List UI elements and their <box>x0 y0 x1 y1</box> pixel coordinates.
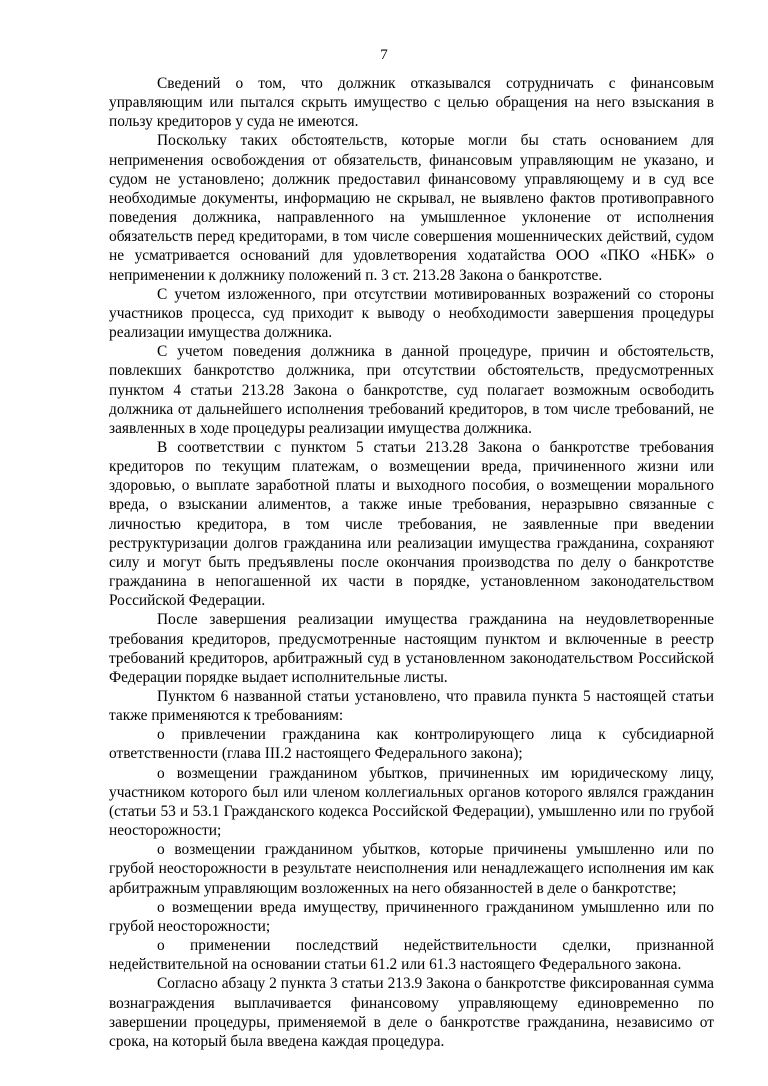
paragraph: Сведений о том, что должник отказывался сотрудничать с финансовым управляющим или пытался скрыть имущество с целью обращения на него взыскания в пользу кредиторов у суда не имеются. <box>109 75 714 131</box>
list-item: о возмещении гражданином убытков, которые причинены умышленно или по грубой неосторожности в результате неисполнения или ненадлежащего исполнения им как арбитражным управляющим возложенных на него обязанностей в деле о банкротстве; <box>109 841 714 897</box>
paragraph: В соответствии с пунктом 5 статьи 213.28 Закона о банкротстве требования кредиторов по текущим платежам, о возмещении вреда, причиненного жизни или здоровью, о выплате заработной платы и выходного пособия, о возмещении морального вреда, о взыскании алиментов, а также иные требования, неразрывно связанные с личностью кредитора, в том числе требования, не заявленные при введении реструктуризации долгов гражданина или реализации имущества гражданина, сохраняют силу и могут быть предъявлены после окончания производства по делу о банкротстве гражданина в непогашенной их части в порядке, установленном законодательством Российской Федерации. <box>109 438 714 610</box>
paragraph: С учетом изложенного, при отсутствии мотивированных возражений со стороны участников процесса, суд приходит к выводу о необходимости завершения процедуры реализации имущества должника. <box>109 285 714 342</box>
document-body <box>109 74 714 1051</box>
paragraph: С учетом поведения должника в данной процедуре, причин и обстоятельств, повлекших банкротство должника, при отсутствии обстоятельств, предусмотренных пунктом 4 статьи 213.28 Закона о банкротстве, суд полагает возможным освободить должника от дальнейшего исполнения требований кредиторов, в том числе требований, не заявленных в ходе процедуры реализации имущества должника. <box>109 343 714 437</box>
paragraph: Поскольку таких обстоятельств, которые могли бы стать основанием для неприменения освобождения от обязательств, финансовым управляющим не указано, и судом не установлено; должник предоставил финансовому управляющему и в суд все необходимые документы, информацию не скрывал, не выявлено фактов противоправного поведения должника, направленного на умышленное уклонение от исполнения обязательств перед кредиторами, в том числе совершения мошеннических действий, судом не усматривается оснований для удовлетворения ходатайства ООО «ПКО «НБК» о неприменении к должнику положений п. 3 ст. 213.28 Закона о банкротстве. <box>109 132 714 284</box>
list-item: о привлечении гражданина как контролирующего лица к субсидиарной ответственности (глава III.2 настоящего Федерального закона); <box>109 726 714 763</box>
list-item: о возмещении вреда имуществу, причиненного гражданином умышленно или по грубой неосторожности; <box>109 898 714 935</box>
paragraph: Пунктом 6 названной статьи установлено, что правила пункта 5 настоящей статьи также применяются к требованиям: <box>109 688 714 725</box>
list-item: о применении последствий недействительности сделки, признанной недействительной на основании статьи 61.2 или 61.3 настоящего Федерального закона. <box>109 937 714 974</box>
paragraph: После завершения реализации имущества гражданина на неудовлетворенные требования кредиторов, предусмотренные настоящим пунктом и включенные в реестр требований кредиторов, арбитражный суд в установленном законодательством Российской Федерации порядке выдает исполнительные листы. <box>109 611 714 686</box>
list-item: о возмещении гражданином убытков, причиненных им юридическому лицу, участником которого был или членом коллегиальных органов которого являлся гражданин (статьи 53 и 53.1 Гражданского кодекса Российской Федерации), умышленно или по грубой неосторожности; <box>109 764 714 840</box>
paragraph: Согласно абзацу 2 пункта 3 статьи 213.9 Закона о банкротстве фиксированная сумма вознаграждения выплачивается финансовому управляющему единовременно по завершении процедуры, применяемой в деле о банкротстве гражданина, независимо от срока, на который была введена каждая процедура. <box>109 975 714 1050</box>
page-number: 7 <box>380 47 388 63</box>
